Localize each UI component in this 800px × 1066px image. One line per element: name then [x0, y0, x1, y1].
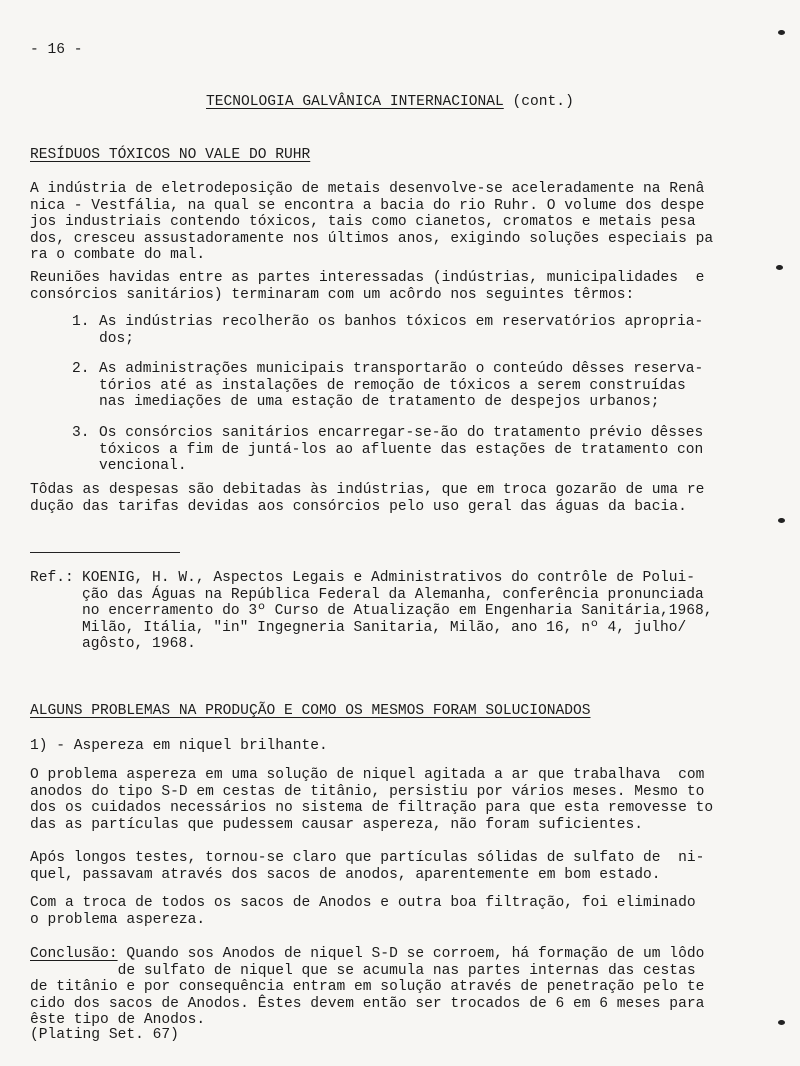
text-line: êste tipo de Anodos. [30, 1012, 206, 1029]
text-line: tórios até as instalações de remoção de tóxicos a serem construídas [99, 377, 686, 394]
text-line: Com a troca de todos os sacos de Anodos e outra boa filtração, foi eliminado [30, 895, 696, 911]
text-line: Reuniões havidas entre as partes interessadas (indústrias, municipalidades e [30, 270, 705, 286]
section2-heading: ALGUNS PROBLEMAS NA PRODUÇÃO E COMO OS MESMOS FORAM SOLUCIONADOS [30, 703, 591, 719]
page-number: - 16 - [30, 42, 83, 58]
section1-paragraph-1 [30, 181, 750, 264]
text-line: Tôdas as despesas são debitadas às indústrias, que em troca gozarão de uma re [30, 482, 705, 498]
text-line: vencional. [99, 458, 187, 475]
section1-paragraph-2 [30, 270, 750, 303]
text-line: nas imediações de uma estação de tratamento de despejos urbanos; [99, 394, 660, 411]
conclusion-first-line: Quando sos Anodos de niquel S-D se corroem, há formação de um lôdo [117, 946, 705, 962]
page-header [206, 94, 574, 111]
reference-text [82, 570, 762, 653]
header-suffix: (cont.) [503, 94, 574, 110]
list-item [72, 361, 732, 411]
scan-mark [778, 30, 785, 35]
text-line: agôsto, 1968. [82, 636, 196, 653]
text-line: quel, passavam através dos sacos de anodos, aparentemente em bom estado. [30, 866, 661, 883]
text-line: o problema aspereza. [30, 911, 206, 928]
text-line: de sulfato de niquel que se acumula nas partes internas das cestas [30, 962, 696, 979]
text-line: Após longos testes, tornou-se claro que partículas sólidas de sulfato de ni- [30, 850, 705, 866]
section1-heading: RESÍDUOS TÓXICOS NO VALE DO RUHR [30, 147, 311, 163]
text-line: cido dos sacos de Anodos. Êstes devem então ser trocados de 6 em 6 meses para [30, 995, 705, 1012]
text-line: dução das tarifas devidas aos consórcios pelo uso geral das águas da bacia. [30, 498, 687, 515]
scan-mark [776, 265, 783, 270]
section1-paragraph-3 [30, 482, 750, 515]
text-line: consórcios sanitários) terminaram com um acôrdo nos seguintes têrmos: [30, 286, 635, 303]
source-citation: (Plating Set. 67) [30, 1027, 179, 1043]
text-line: Os consórcios sanitários encarregar-se-ão do tratamento prévio dêsses [99, 424, 704, 441]
section2-subheading: 1) - Aspereza em niquel brilhante. [30, 738, 328, 754]
item-number: 1. [72, 314, 90, 330]
text-line: ra o combate do mal. [30, 247, 206, 264]
agreement-list [72, 314, 732, 489]
text-line: As indústrias recolherão os banhos tóxicos em reservatórios apropria- [99, 314, 704, 330]
footnote-rule [30, 552, 180, 553]
text-line: dos os cuidados necessários no sistema de filtração para que esta removesse to [30, 800, 714, 817]
section2-paragraph-2 [30, 850, 750, 883]
header-title: TECNOLOGIA GALVÂNICA INTERNACIONAL [206, 94, 504, 110]
text-line: A indústria de eletrodeposição de metais desenvolve-se aceleradamente na Renâ [30, 181, 705, 197]
section2-paragraph-3 [30, 895, 750, 928]
text-line: tóxicos a fim de juntá-los ao afluente das estações de tratamento con [99, 441, 704, 458]
conclusion [30, 946, 790, 1029]
list-item [72, 314, 732, 347]
item-number: 2. [72, 361, 90, 378]
text-line: jos industriais contendo tóxicos, tais como cianetos, cromatos e metais pesa [30, 214, 696, 231]
scan-mark [778, 518, 785, 523]
scan-mark [778, 1020, 785, 1025]
text-line: ção das Águas na República Federal da Alemanha, conferência pronunciada [82, 586, 704, 603]
conclusion-label: Conclusão: [30, 946, 118, 962]
text-line: dos, cresceu assustadoramente nos últimos anos, exigindo soluções especiais pa [30, 230, 714, 247]
text-line: das as partículas que pudessem causar aspereza, não foram suficientes. [30, 816, 644, 833]
text-line: KOENIG, H. W., Aspectos Legais e Administrativos do contrôle de Polui- [82, 570, 696, 586]
item-number: 3. [72, 424, 90, 441]
section2-paragraph-1 [30, 767, 750, 833]
text-line: As administrações municipais transportarão o conteúdo dêsses reserva- [99, 361, 704, 378]
text-line: nica - Vestfália, na qual se encontra a bacia do rio Ruhr. O volume dos despe [30, 197, 705, 214]
text-line: anodos do tipo S-D em cestas de titânio, persistiu por vários meses. Mesmo to [30, 783, 705, 800]
text-line: Milão, Itália, "in" Ingegneria Sanitaria, Milão, ano 16, nº 4, julho/ [82, 619, 687, 636]
text-line: O problema aspereza em uma solução de niquel agitada a ar que trabalhava com [30, 767, 705, 783]
list-item [72, 425, 732, 475]
text-line: dos; [99, 330, 135, 347]
text-line: de titânio e por consequência entram em solução através de penetração pelo te [30, 979, 705, 996]
text-line: no encerramento do 3º Curso de Atualização em Engenharia Sanitária,1968, [82, 603, 713, 620]
reference-label: Ref.: [30, 570, 74, 586]
